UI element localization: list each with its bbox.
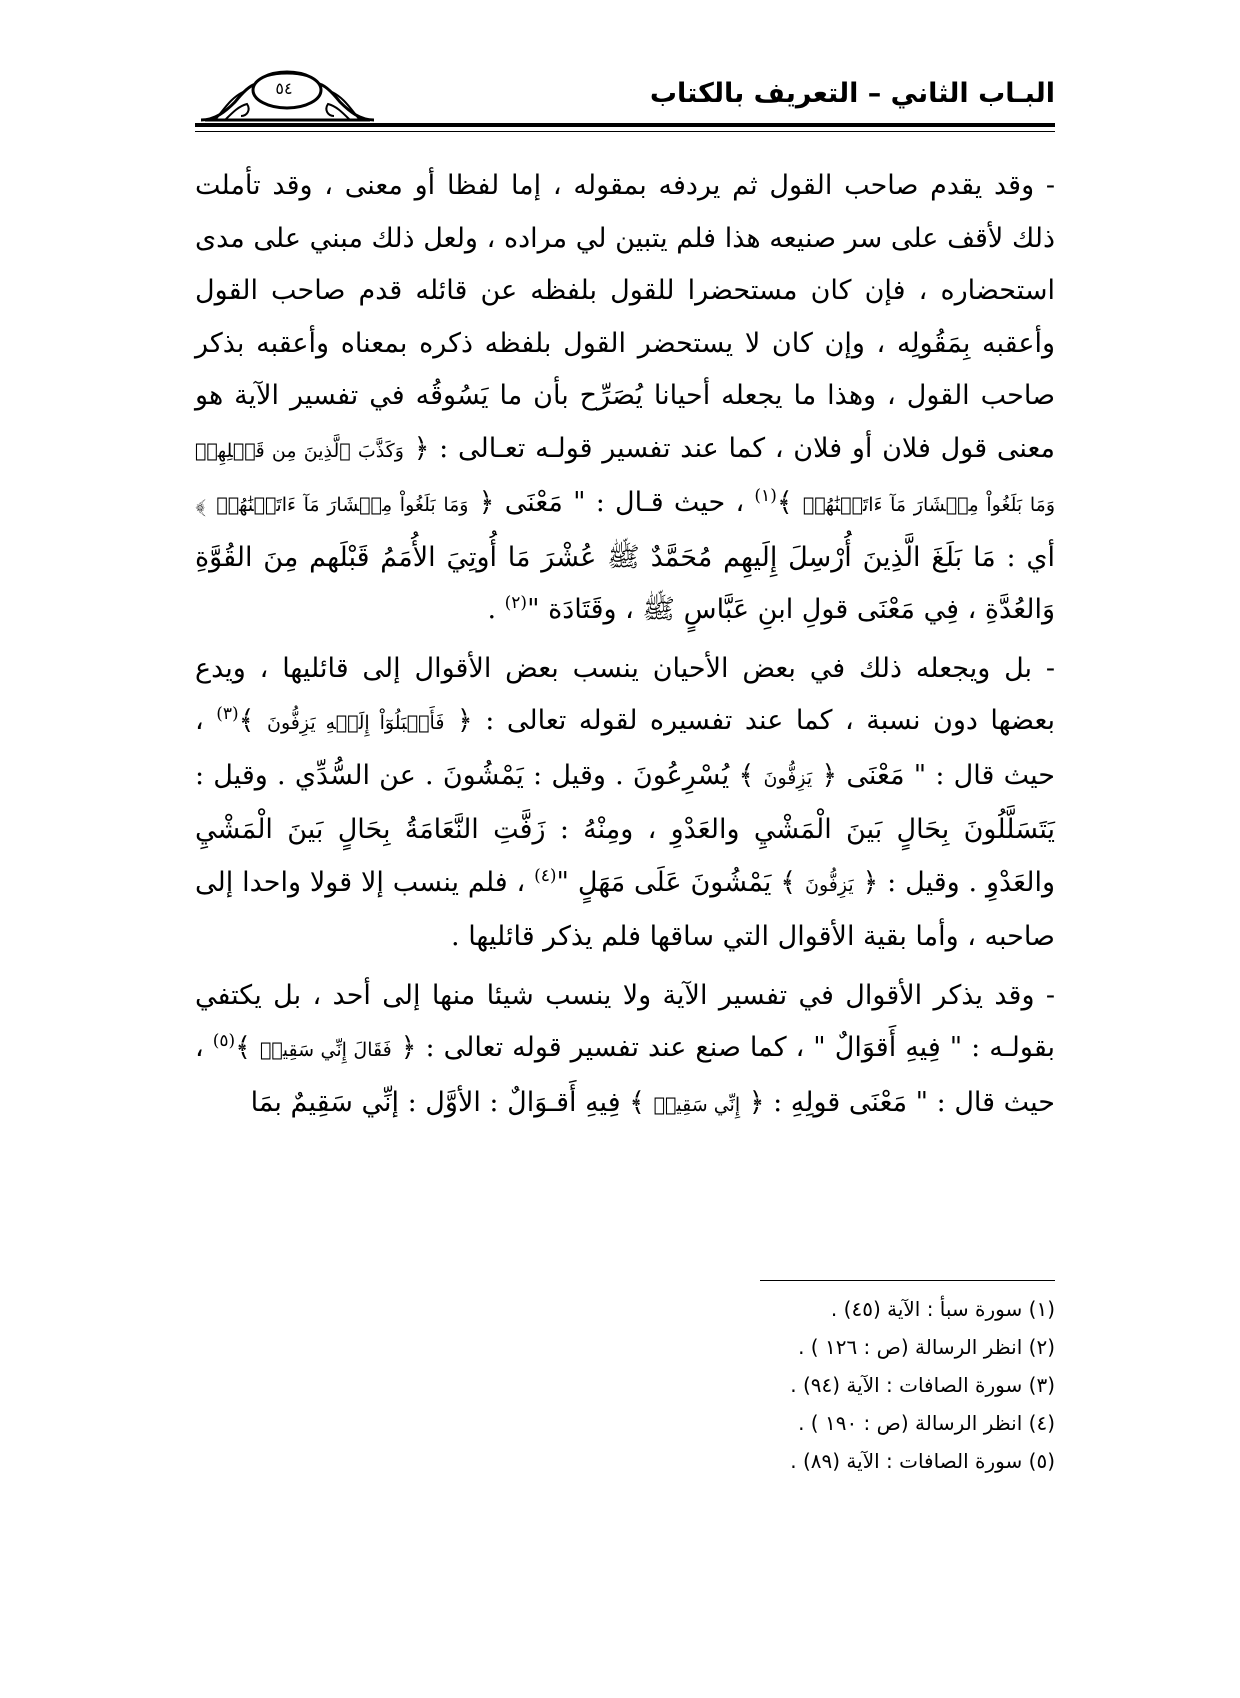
footnote: (٣) سورة الصافات : الآية (٩٤) . — [790, 1373, 1055, 1397]
footnote-separator — [760, 1280, 1055, 1281]
header-rule-thick — [195, 123, 1055, 127]
text-run: ، حيث قال : " مَعْنَى ﴿ — [195, 705, 1055, 791]
text-run: ، فلم ينسب إلا قولا واحدا إلى صاحبه ، وأما بقية الأقوال التي ساقها فلم يذكر قائليها . — [195, 866, 1055, 952]
text-run: ، حيث قـال : " مَعْنَى ﴿ — [468, 487, 755, 518]
chapter-title: البـاب الثاني – التعريف بالكتاب — [649, 78, 1055, 109]
main-text — [195, 160, 1055, 1137]
text-run: - بل ويجعله ذلك في بعض الأحيان ينسب بعض الأقوال إلى قائليها ، ويدع بعضها دون نسبة ، كما عند تفسيره لقوله تعالى : ﴿ — [195, 652, 1056, 736]
quran-verse: إِنِّي سَقِيمٞ — [653, 1093, 741, 1116]
text-run: ﴾ فِيهِ أَقـوَالٌ : الأوَّل : إنِّي سَقِيمٌ بمَا — [250, 1086, 654, 1118]
footnote: (٥) سورة الصافات : الآية (٨٩) . — [790, 1449, 1055, 1473]
text-run: ﴾ — [776, 487, 803, 518]
text-run: . — [487, 594, 505, 625]
text-run: - وقد يقدم صاحب القول ثم يردفه بمقوله ، إما لفظا أو معنى ، وقد تأملت ذلك لأقف على سر صنيعه هذا فلم يتبين لي مراده ، ولعل ذلك مبني على مدى استحضاره ، فإن كان مستحضرا للقول بلفظه عن قائله قدم صاحب القول وأعقبه بِمَقُولِه ، وإن كان لا يستحضر القول بلفظه ذكره بمعناه وأعقبه بذكر صاحب القول ، وهذا ما يجعله أحيانا يُصَرِّح بأن ما يَسُوقُه في تفسير الآية هو معنى قول فلان أو فلان ، كما عند تفسير قولـه تعـالى : ﴿ — [195, 170, 1055, 464]
footnote: (٢) انظر الرسالة (ص : ١٢٦ ) . — [798, 1335, 1055, 1359]
footnote-reference: (٣) — [216, 704, 239, 724]
footnote: (١) سورة سبأ : الآية (٤٥) . — [830, 1297, 1055, 1321]
text-run: ﴾ — [235, 1032, 260, 1063]
quran-verse: وَكَذَّبَ ٱلَّذِينَ مِن قَبۡلِهِمۡ وَمَا بَلَغُواْ مِعۡشَارَ مَآ ءَاتَيۡنَٰهُمۡ — [195, 439, 1056, 516]
quran-verse: يَزِفُّونَ — [805, 873, 854, 896]
footnotes-list — [195, 1290, 1055, 1480]
text-run: ﴾ أي : مَا بَلَغَ الَّذِينَ أُرْسِلَ إِلَيهِم مُحَمَّدٌ ﷺ عُشْرَ مَا أُوتِيَ الأُمَمُ قَبْلَهم مِنَ القُوَّةِ وَالعُدَّةِ ، فِي مَعْنَى قولِ ابنِ عَبَّاسٍ ﷺ ، وقَتَادَة " — [195, 487, 1055, 625]
text-run: ﴾ يُسْرِعُونَ . وقيل : يَمْشُونَ . عن السُّدِّي . وقيل : يَتَسَلَّلُونَ بِحَالٍ بَينَ الْمَشْيِ والعَدْوِ ، ومِنْهُ : زَفَّتِ النَّعَامَةُ بِحَالٍ بَينَ الْمَشْيِ والعَدْوِ . وقيل : ﴿ — [195, 759, 1055, 898]
page-header — [195, 62, 1055, 132]
quran-verse: وَمَا بَلَغُواْ مِعۡشَارَ مَآ ءَاتَيۡنَٰهُمۡ — [216, 494, 469, 516]
header-rule-thin — [195, 131, 1055, 132]
page-number: ٥٤ — [275, 79, 293, 98]
footnote-reference: (٤) — [534, 865, 557, 886]
text-run: - وقد يذكر الأقوال في تفسير الآية ولا ينسب شيئا منها إلى أحد ، بل يكتفي بقولـه : " فِيهِ أَقوَالٌ " ، كما صنع عند تفسير قوله تعالى : ﴿ — [195, 979, 1056, 1063]
footnote: (٤) انظر الرسالة (ص : ١٩٠ ) . — [798, 1411, 1055, 1435]
quran-verse: يَزِفُّونَ — [763, 766, 813, 789]
text-run: ، حيث قال : " مَعْنَى قولِهِ : ﴿ — [195, 1032, 1055, 1118]
footnote-reference: (١) — [754, 486, 777, 506]
quran-verse: فَأَقۡبَلُوٓاْ إِلَيۡهِ يَزِفُّونَ — [267, 712, 445, 734]
page-number-ornament — [195, 62, 380, 124]
paragraph — [195, 970, 1055, 1132]
quran-verse: فَقَالَ إِنِّي سَقِيمٞ — [259, 1039, 392, 1061]
paragraph — [195, 160, 1055, 637]
footnote-reference: (٢) — [504, 593, 528, 613]
text-run: ﴾ — [238, 705, 267, 736]
footnote-reference: (٥) — [212, 1031, 236, 1051]
text-run: ﴾ يَمْشُونَ عَلَى مَهَلٍ " — [556, 866, 805, 898]
paragraph — [195, 643, 1055, 964]
